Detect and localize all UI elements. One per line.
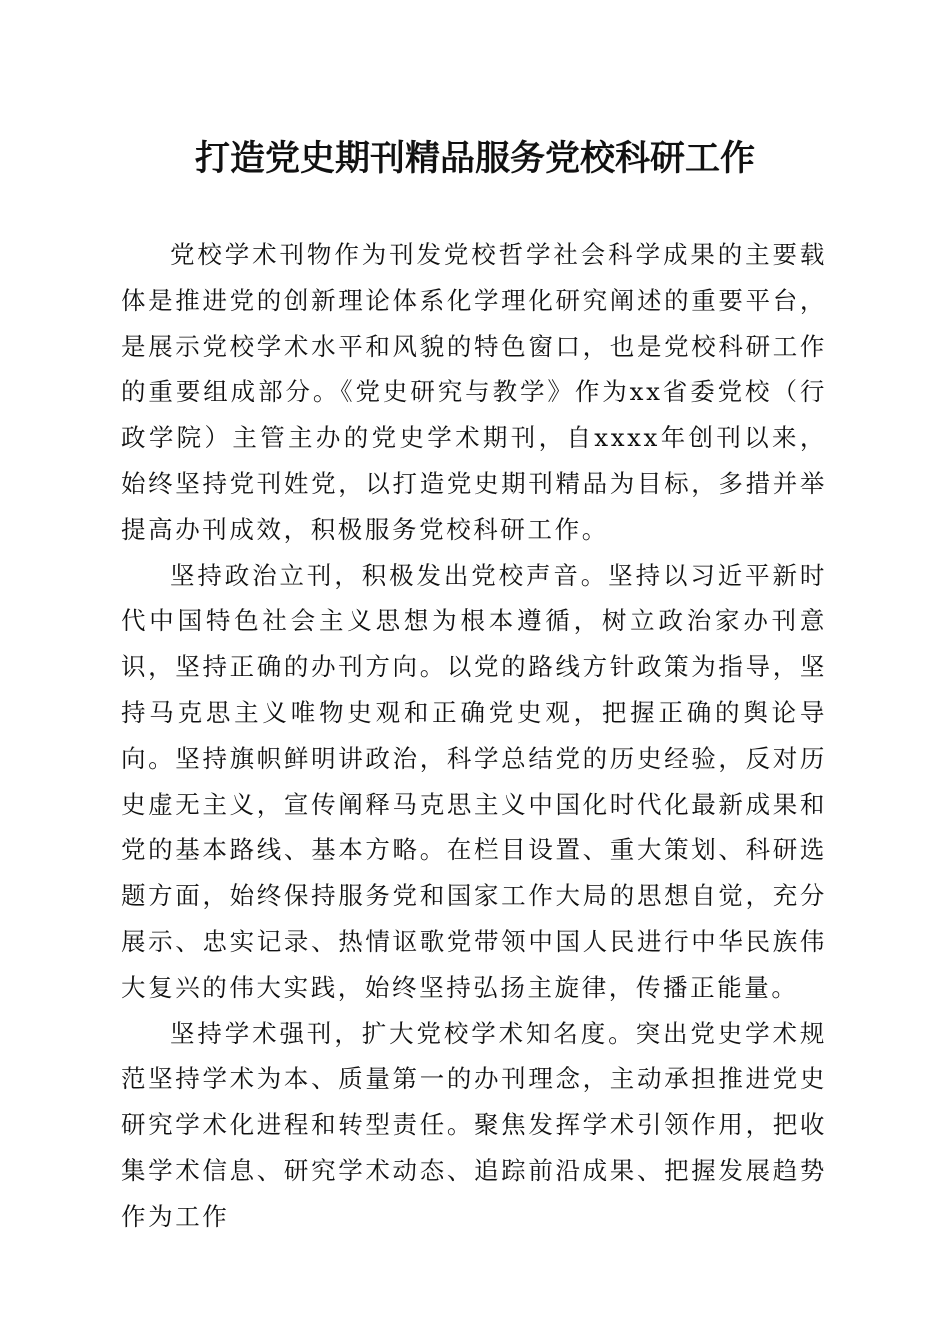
paragraph: 坚持学术强刊，扩大党校学术知名度。突出党史学术规范坚持学术为本、质量第一的办刊理念，主动承担推进党史研究学术化进程和转型责任。聚焦发挥学术引领作用，把收集学术信息、研究学术动态、追踪前沿成果、把握发展趋势作为工作 bbox=[121, 1018, 827, 1231]
paragraph: 坚持政治立刊，积极发出党校声音。坚持以习近平新时代中国特色社会主义思想为根本遵循，树立政治家办刊意识，坚持正确的办刊方向。以党的路线方针政策为指导，坚持马克思主义唯物史观和正确党史观，把握正确的舆论导向。坚持旗帜鲜明讲政治，科学总结党的历史经验，反对历史虚无主义，宣传阐释马克思主义中国化时代化最新成果和党的基本路线、基本方略。在栏目设置、重大策划、科研选题方面，始终保持服务党和国家工作大局的思想自觉，充分展示、忠实记录、热情讴歌党带领中国人民进行中华民族伟大复兴的伟大实践，始终坚持弘扬主旋律，传播正能量。 bbox=[121, 560, 827, 1002]
document-body bbox=[121, 232, 827, 1240]
paragraph: 党校学术刊物作为刊发党校哲学社会科学成果的主要载体是推进党的创新理论体系化学理化研究阐述的重要平台，是展示党校学术水平和风貌的特色窗口，也是党校科研工作的重要组成部分。《党史研究与教学》作为xx省委党校（行政学院）主管主办的党史学术期刊，自xxxx年创刊以来，始终坚持党刊姓党，以打造党史期刊精品为目标，多措并举提高办刊成效，积极服务党校科研工作。 bbox=[121, 240, 827, 544]
document-title: 打造党史期刊精品服务党校科研工作 bbox=[194, 138, 755, 179]
